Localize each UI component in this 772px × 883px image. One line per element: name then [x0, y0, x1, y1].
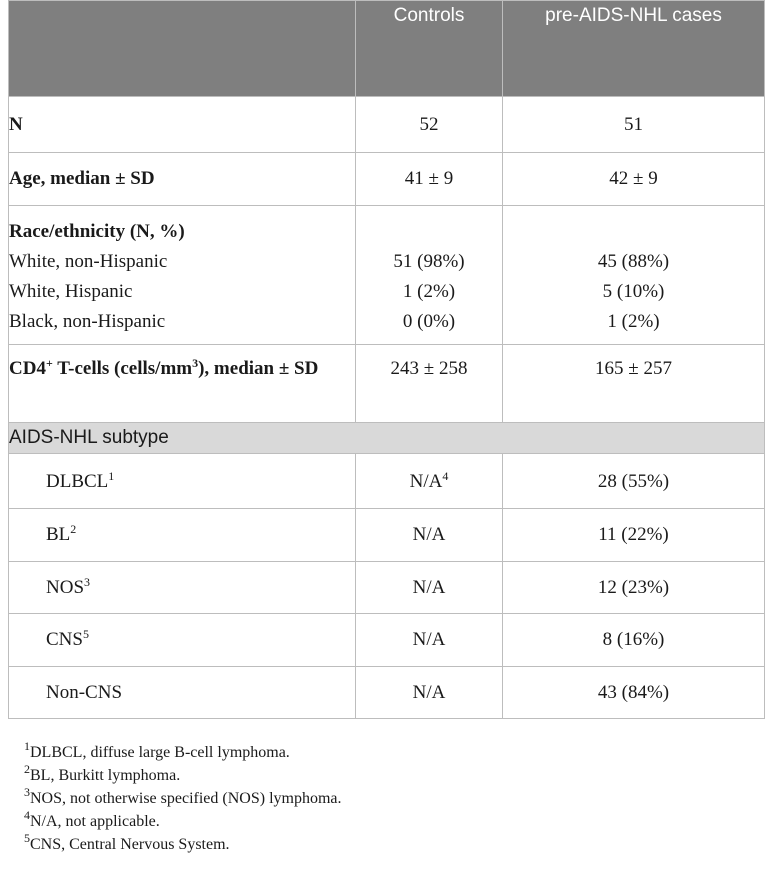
cell-controls-cd4: 243 ± 258: [356, 345, 503, 423]
table-row: [9, 509, 765, 562]
table-row: [9, 454, 765, 509]
race-controls-value: 0 (0%): [402, 311, 456, 332]
subtype-label: CNS$^5$: [9, 614, 356, 667]
cell-controls-age: 41 ± 9: [356, 153, 503, 206]
footnote: $^5$CNS, Central Nervous System.: [24, 831, 230, 853]
subtype-cases: 8 (16%): [503, 614, 765, 667]
subtype-label: NOS$^3$: [9, 562, 356, 614]
subtype-controls: N/A: [356, 614, 503, 667]
table-row-n: [9, 97, 765, 153]
cell-cases-race: [503, 206, 765, 345]
row-label-n: N: [9, 97, 356, 153]
race-item-label: White, Hispanic: [9, 281, 133, 302]
subtype-controls: N/A: [356, 667, 503, 719]
subtype-controls: N/A: [356, 562, 503, 614]
section-title: AIDS-NHL subtype: [9, 423, 765, 454]
header-row: [9, 1, 765, 97]
cell-controls-n: 52: [356, 97, 503, 153]
subtype-controls: $N/A^4$: [356, 454, 503, 509]
cell-cases-n: 51: [503, 97, 765, 153]
subtype-cases: 43 (84%): [503, 667, 765, 719]
footnote: $^3$NOS, not otherwise specified (NOS) lymphoma.: [24, 785, 342, 807]
subtype-cases: 12 (23%): [503, 562, 765, 614]
header-blank: [9, 1, 356, 97]
race-cases-value: 5 (10%): [602, 281, 665, 302]
footnotes: [24, 741, 342, 856]
subtype-cases: 28 (55%): [503, 454, 765, 509]
race-controls-value: 1 (2%): [402, 281, 456, 302]
footnote: $^2$BL, Burkitt lymphoma.: [24, 762, 181, 784]
cell-cases-cd4: 165 ± 257: [503, 345, 765, 423]
subtype-cases: 11 (22%): [503, 509, 765, 562]
subtype-label: Non-CNS: [9, 667, 356, 719]
row-label-cd4: CD4+ T-cells $(cells/mm^3)$, median ± SD: [9, 345, 356, 423]
race-cases-value: 45 (88%): [597, 251, 670, 272]
race-controls-value: 51 (98%): [393, 251, 465, 272]
demographics-table: [8, 0, 765, 719]
table-row: [9, 562, 765, 614]
race-item-label: Black, non-Hispanic: [9, 311, 166, 332]
footnote: $^1$DLBCL, diffuse large B-cell lymphoma.: [24, 739, 290, 761]
race-heading: Race/ethnicity (N, %): [9, 221, 185, 242]
race-item-label: White, non-Hispanic: [9, 251, 168, 272]
header-controls: Controls: [356, 1, 503, 97]
table-row: [9, 614, 765, 667]
table-row-cd4: [9, 345, 765, 423]
row-label-age: Age, median ± SD: [9, 153, 356, 206]
subtype-controls: N/A: [356, 509, 503, 562]
table-row: [9, 667, 765, 719]
cell-controls-race: [356, 206, 503, 345]
header-cases: pre-AIDS-NHL cases: [503, 1, 765, 97]
section-row: [9, 423, 765, 454]
row-label-race: [9, 206, 356, 345]
table-row-race: [9, 206, 765, 345]
subtype-label: $BL^2$: [9, 509, 356, 562]
subtype-label: DLBCL$^1$: [9, 454, 356, 509]
race-cases-value: 1 (2%): [607, 311, 660, 332]
cell-cases-age: 42 ± 9: [503, 153, 765, 206]
table-row-age: [9, 153, 765, 206]
footnote: $^4$N/A, not applicable.: [24, 808, 160, 830]
